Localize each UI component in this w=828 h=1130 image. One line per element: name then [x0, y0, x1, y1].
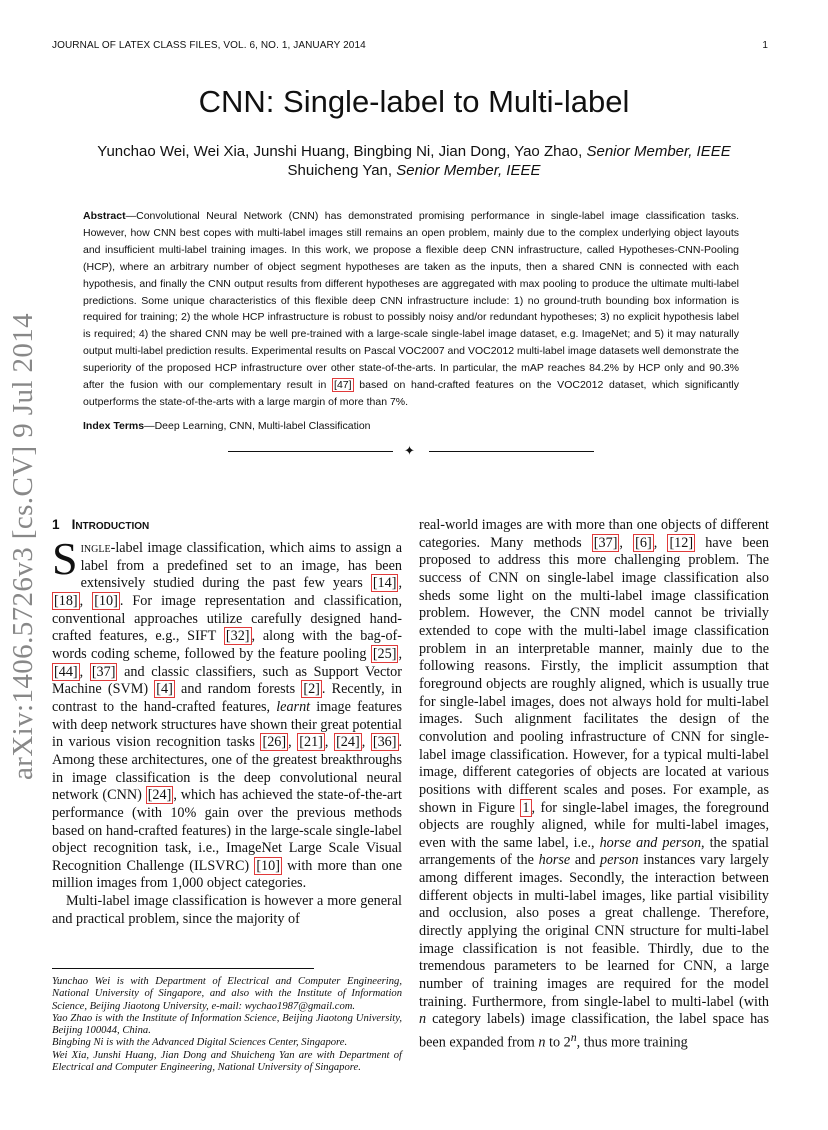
page-number: 1 [762, 40, 768, 51]
figure-link[interactable]: 1 [522, 799, 530, 816]
author-role-2: Senior Member, IEEE [396, 162, 541, 179]
emphasis-horse-and-person: horse and person [599, 834, 702, 851]
citation-link[interactable]: [24] [336, 734, 360, 751]
citation-link[interactable]: [4] [156, 681, 173, 698]
citation-link[interactable]: [12] [669, 534, 694, 551]
index-terms [83, 420, 739, 432]
citation-link[interactable]: [47] [334, 379, 352, 392]
footnote: Yunchao Wei is with Department of Electrical and Computer Engineering, National University of Singapore, and also with the Institute of Information Science, Beijing Jiaotong University, e-mail: wychao1987@gmail.com. [52, 976, 402, 1012]
emphasis-learnt: learnt [276, 698, 311, 715]
citation-link[interactable]: [14] [372, 575, 397, 592]
divider-rule-left [228, 451, 393, 452]
citation-link[interactable]: [44] [54, 663, 78, 680]
abstract [83, 208, 739, 411]
citation-link[interactable]: [26] [262, 734, 287, 751]
citation-link[interactable]: [25] [372, 645, 397, 662]
paper-title: CNN: Single-label to Multi-label [198, 84, 630, 119]
intro-paragraph-continued: real-world images are with more than one objects of different categories. Many methods [37] , [6] , [12] have been proposed to address this more challenging problem. The success of CNN on single-label image classification also sheds some light on the multi-label image classification problem. However, the CNN model cannot be trivially extended to cope with the multi-label image classification problem in an interpretable manner, mainly due to the following reasons. Firstly, the implicit assumption that foreground objects are roughly aligned, which is usually true for single-label images, does not always hold for multi-label images. Such alignment facilitates the design of the convolution and pooling infrastructure of CNN for single-label image classification. However, for a typical multi-label image, different categories of objects are located at various positions with different scales and poses. For example, as shown in Figure 1 , for single-label images, the foreground objects are roughly aligned, while for multi-label images, even with the same label, i.e., horse and person, the spatial arrangements of the horse and person instances vary largely among different images. Secondly, the interaction between different objects in multi-label images, like partial visibility and occlusion, also poses a great challenge. Therefore, directly applying the original CNN structure for multi-label image classification is not feasible. Thirdly, due to the tremendous parameters to be learned for CNN, a large number of training images are required for the model training. Furthermore, from single-label to multi-label (with n category labels) image classification, the label space has been expanded from n to 2$^n$, thus more training [419, 517, 770, 1051]
dropcap-word: ingle [80, 540, 111, 556]
divider-rule-right [429, 451, 594, 452]
author-role-1: Senior Member, IEEE [586, 143, 731, 160]
citation-link[interactable]: [21] [299, 734, 323, 751]
footnote-rule [52, 968, 314, 969]
citation-link[interactable]: [18] [54, 592, 78, 609]
math-n: n [538, 1034, 546, 1051]
citation-link[interactable]: [10] [94, 592, 118, 609]
arxiv-stamp: arXiv:1406.5726v3 [cs.CV] 9 Jul 2014 [7, 312, 39, 780]
math-superscript-n: n [570, 1030, 577, 1045]
citation-link[interactable]: [10] [256, 857, 280, 874]
author-names-1: Yunchao Wei, Wei Xia, Junshi Huang, Bingbing Ni, Jian Dong, Yao Zhao, [97, 143, 583, 160]
footnote: Bingbing Ni is with the Advanced Digital Sciences Center, Singapore. [52, 1037, 348, 1049]
section-title: Introduction [71, 517, 150, 532]
footnote: Wei Xia, Junshi Huang, Jian Dong and Shuicheng Yan are with Department of Electrical and Computer Engineering, National University of Singapore. [52, 1049, 402, 1074]
citation-link[interactable]: [37] [91, 663, 116, 680]
index-terms-label: Index Terms [83, 420, 145, 432]
citation-link[interactable]: [32] [225, 628, 250, 645]
abstract-text-end: based on hand-crafted features on the VOC2012 dataset, which significantly outperforms the state-of-the-arts with a large margin of more than 7%. [83, 379, 739, 408]
citation-link[interactable]: [2] [303, 681, 320, 698]
dropcap-letter: S [52, 533, 78, 584]
math-n: n [419, 1011, 427, 1028]
body-column-left [52, 515, 402, 928]
emphasis-horse: horse [538, 852, 571, 869]
citation-link[interactable]: [37] [593, 534, 618, 551]
citation-link[interactable]: [6] [635, 534, 652, 551]
section-divider [228, 444, 594, 458]
index-terms-text: —Deep Learning, CNN, Multi-label Classification [144, 420, 371, 432]
intro-paragraph-2: Multi-label image classification is however a more general and practical problem, since the majority of [52, 893, 402, 927]
citation-link[interactable]: [36] [372, 734, 397, 751]
journal-header: JOURNAL OF LATEX CLASS FILES, VOL. 6, NO. 1, JANUARY 2014 [52, 40, 366, 51]
author-line-2 [0, 162, 828, 179]
divider-ornament-icon: ✦ [404, 443, 415, 458]
intro-paragraph-1: Single-label image classification, which aims to assign a label from a predefined set to an image, has been extensively studied during the past few years [14] , [18] , [10] . For image representation and classification, conventional approaches utilize carefully designed hand-crafted features, e.g., SIFT [32] , along with the bag-of-words coding scheme, followed by the feature pooling [25] , [44] , [37] and classic classifiers, such as Support Vector Machine (SVM) [4] and random forests [2] . Recently, in contrast to the hand-crafted features, learnt image features with deep network structures have shown their great potential in various vision recognition tasks [26] , [21] , [24] , [36] . Among these architectures, one of the greatest breakthroughs in image classification is the deep convolutional neural network (CNN) [24] , which has achieved the state-of-the-art performance (with 10% gain over the previous methods based on hand-crafted features) in the large-scale single-label object recognition task, i.e., ImageNet Large Scale Visual Recognition Challenge (ILSVRC) [10] with more than one million images from 1,000 object categories. [52, 533, 403, 892]
running-head [52, 40, 768, 51]
abstract-label: Abstract [83, 210, 126, 222]
footnotes [52, 976, 402, 1074]
body-column-right [419, 517, 769, 1052]
author-names-2: Shuicheng Yan, [287, 162, 393, 179]
section-number: 1 [52, 517, 60, 532]
citation-link[interactable]: [24] [147, 787, 172, 804]
author-line-1 [0, 143, 828, 160]
abstract-text: —Convolutional Neural Network (CNN) has demonstrated promising performance in single-label image classification tasks. However, how CNN best copes with multi-label images still remains an open problem, mainly due to the complex underlying object layouts and insufficient multi-label training images. In this work, we propose a flexible deep CNN infrastructure, called Hypotheses-CNN-Pooling (HCP), where an arbitrary number of object segment hypotheses are taken as the inputs, then a shared CNN is connected with each hypothesis, and finally the CNN output results from different hypotheses are aggregated with max pooling to produce the ultimate multi-label predictions. Some unique characteristics of this flexible deep CNN infrastructure include: 1) no ground-truth bounding box information is required for training; 2) the whole HCP infrastructure is robust to possibly noisy and/or redundant hypotheses; 3) no explicit hypothesis label is required; 4) the shared CNN may be well pre-trained with a large-scale single-label image dataset, e.g. ImageNet; and 5) it may naturally output multi-label prediction results. Experimental results on Pascal VOC2007 and VOC2012 multi-label image datasets well demonstrate the superiority of the proposed HCP infrastructure over other state-of-the-arts. In particular, the mAP reaches 84.2% by HCP only and 90.3% after the fusion with our complementary result in [83, 210, 739, 392]
section-heading [52, 515, 402, 535]
emphasis-person: person [599, 852, 639, 869]
footnote: Yao Zhao is with the Institute of Information Science, Beijing Jiaotong University, Beijing 100044, China. [52, 1012, 402, 1037]
